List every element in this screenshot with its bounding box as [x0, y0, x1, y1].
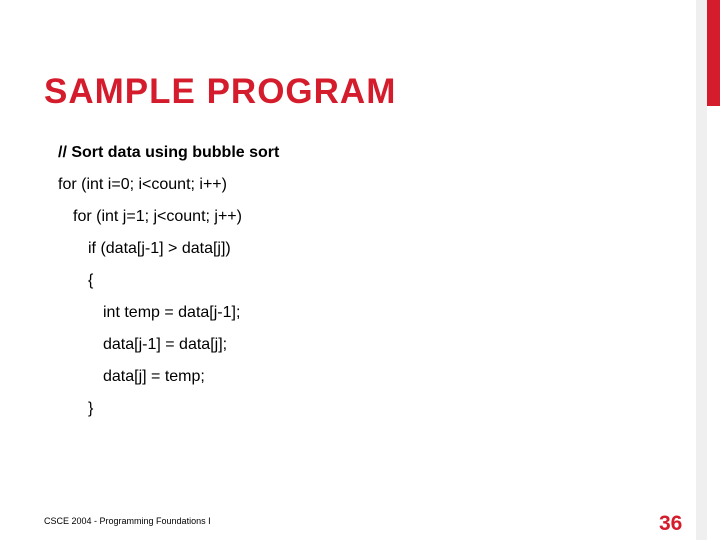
slide-title: SAMPLE PROGRAM: [44, 72, 397, 111]
code-line-open-brace: {: [88, 272, 94, 289]
code-line-outer-loop: for (int i=0; i<count; i++): [58, 176, 227, 193]
decorative-side-bar: [696, 0, 707, 540]
code-line-temp: int temp = data[j-1];: [103, 304, 241, 321]
code-line-inner-loop: for (int j=1; j<count; j++): [73, 208, 242, 225]
code-line-swap: data[j] = temp;: [103, 368, 205, 385]
slide-footer: CSCE 2004 - Programming Foundations I: [44, 516, 211, 526]
code-line-close-brace: }: [88, 400, 94, 417]
code-line-assign: data[j-1] = data[j];: [103, 336, 228, 353]
code-line-if: if (data[j-1] > data[j]): [88, 240, 231, 257]
code-comment-line: // Sort data using bubble sort: [58, 144, 280, 161]
accent-bar: [707, 0, 720, 106]
page-number: 36: [659, 512, 683, 535]
